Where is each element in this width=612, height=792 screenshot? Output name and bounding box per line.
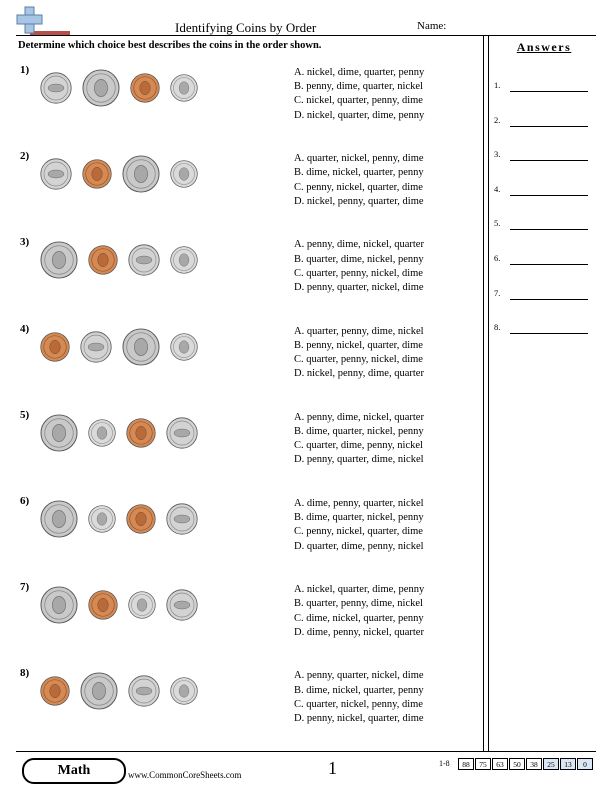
question-number: 7) [20,581,30,594]
instructions: Determine which choice best describes the coins in the order shown. [18,40,322,51]
choice-option: D. nickel, quarter, dime, penny [294,109,425,121]
penny-coin-icon [126,504,156,534]
answer-choices [294,411,424,468]
answer-choices [294,152,424,209]
question [20,581,480,651]
answer-choices [294,325,424,382]
answer-blank[interactable] [510,91,588,92]
coin [166,417,198,454]
question [20,323,480,393]
plus-logo-icon [16,5,72,37]
quarter-coin-icon [80,672,118,710]
answer-number: 8. [494,322,501,333]
answer-blank[interactable] [510,195,588,196]
answer-row [494,80,594,94]
question-number: 3) [20,236,30,249]
score-cell: 25 [543,758,559,770]
quarter-coin-icon [122,155,160,193]
choice-option: D. penny, nickel, quarter, dime [294,713,424,724]
question-number: 6) [20,495,30,507]
coin [170,333,198,366]
quarter-coin-icon [40,414,78,452]
penny-coin-icon [88,590,118,620]
coin [126,504,156,539]
coin [170,677,198,710]
choice-option: C. dime, nickel, quarter, penny [294,612,424,624]
choice-option: B. dime, nickel, quarter, penny [294,167,424,179]
dime-coin-icon [170,74,198,102]
dime-coin-icon [88,505,116,533]
question [20,495,480,565]
coin [128,244,160,281]
penny-coin-icon [82,159,112,189]
choice-option: A. quarter, penny, dime, nickel [294,325,424,337]
answer-blank[interactable] [510,333,588,334]
answer-number: 1. [494,80,501,90]
answer-number: 4. [494,183,501,194]
choice-option: C. penny, nickel, quarter, dime [294,181,423,193]
coin [126,418,156,453]
coin [122,155,160,198]
question [20,236,480,306]
coin [82,69,120,112]
choice-option: B. dime, nickel, quarter, penny [294,684,424,696]
coin [88,505,116,538]
answer-number: 5. [494,218,501,229]
choice-option: B. dime, quarter, nickel, penny [294,512,424,524]
penny-coin-icon [126,418,156,448]
answer-number: 6. [494,253,501,263]
name-label: Name: [417,20,447,32]
choice-option: A. nickel, dime, quarter, penny [294,67,425,78]
nickel-coin-icon [40,158,72,190]
answer-blank[interactable] [510,299,588,300]
page-number: 1 [328,758,337,778]
coin [82,159,112,194]
choice-option: A. quarter, nickel, penny, dime [294,153,424,165]
question [20,64,480,134]
subject-badge: Math [22,758,126,784]
quarter-coin-icon [40,500,78,538]
nickel-coin-icon [166,589,198,621]
dime-coin-icon [170,333,198,361]
question-number: 4) [20,322,30,335]
score-cell: 75 [475,758,491,770]
answer-row [494,218,594,232]
choice-option: B. penny, dime, quarter, nickel [294,81,423,93]
coin [40,332,70,367]
coin [40,676,70,711]
dime-coin-icon [170,160,198,188]
coin [40,500,78,543]
answer-choices [294,238,424,295]
answer-number: 7. [494,287,501,298]
nickel-coin-icon [128,244,160,276]
answer-row [494,322,594,336]
coin [80,331,112,368]
choice-option: A. penny, quarter, nickel, dime [294,670,424,682]
coin [40,586,78,629]
coin [40,72,72,109]
coin [88,590,118,625]
nickel-coin-icon [166,417,198,449]
choice-option: D. quarter, dime, penny, nickel [294,540,424,552]
question-number: 5) [20,408,30,421]
site-url[interactable]: www.CommonCoreSheets.com [128,770,242,780]
answer-blank[interactable] [510,264,588,265]
coin [80,672,118,715]
answer-choices [294,583,424,640]
coin [40,158,72,195]
coin [166,503,198,540]
choice-option: B. quarter, penny, dime, nickel [294,598,423,610]
choice-option: A. dime, penny, quarter, nickel [294,498,424,509]
question [20,150,480,220]
quarter-coin-icon [82,69,120,107]
column-divider [488,36,489,751]
answer-row [494,288,594,302]
answer-choices [294,497,424,554]
coin [170,246,198,279]
penny-coin-icon [130,73,160,103]
choice-option: C. quarter, penny, nickel, dime [294,267,423,279]
coin [128,675,160,712]
nickel-coin-icon [40,72,72,104]
choice-option: D. penny, quarter, nickel, dime [294,282,424,293]
choice-option: C. quarter, penny, nickel, dime [294,354,423,365]
coin [170,74,198,107]
choice-option: A. penny, dime, nickel, quarter [294,411,424,423]
question-number: 2) [20,150,30,163]
answer-choices [294,669,424,726]
score-cell: 38 [526,758,542,770]
quarter-coin-icon [40,241,78,279]
header-divider [16,35,596,36]
score-cell: 13 [560,758,576,770]
footer-divider [16,751,596,752]
answer-row [494,115,594,129]
penny-coin-icon [40,676,70,706]
question [20,409,480,479]
choice-option: C. quarter, nickel, penny, dime [294,698,423,710]
choice-option: B. quarter, dime, nickel, penny [294,253,424,265]
dime-coin-icon [88,419,116,447]
coin [128,591,156,624]
question-number: 8) [20,667,30,680]
answer-number: 2. [494,114,501,125]
answers-title: Answers [516,40,572,54]
answer-row [494,184,594,198]
choice-option: C. nickel, quarter, penny, dime [294,95,423,107]
nickel-coin-icon [128,675,160,707]
choice-option: D. nickel, penny, dime, quarter [294,368,424,380]
coin [88,245,118,280]
choice-option: B. dime, quarter, nickel, penny [294,426,424,437]
penny-coin-icon [88,245,118,275]
score-cell: 50 [509,758,525,770]
question-number: 1) [20,64,30,76]
dime-coin-icon [170,246,198,274]
nickel-coin-icon [166,503,198,535]
answer-row [494,253,594,267]
coin [88,419,116,452]
worksheet-title: Identifying Coins by Order [175,20,317,35]
coin [166,589,198,626]
coin [40,414,78,457]
dime-coin-icon [170,677,198,705]
choice-option: A. nickel, quarter, dime, penny [294,584,425,596]
answer-blank[interactable] [510,160,588,161]
quarter-coin-icon [122,328,160,366]
nickel-coin-icon [80,331,112,363]
choice-option: D. nickel, penny, quarter, dime [294,195,424,207]
penny-coin-icon [40,332,70,362]
score-cell: 88 [458,758,474,770]
answer-choices [294,66,424,123]
question [20,667,480,737]
score-cell: 63 [492,758,508,770]
choice-option: B. penny, nickel, quarter, dime [294,339,423,351]
answer-row [494,149,594,163]
column-divider [483,36,484,751]
score-cell: 0 [577,758,593,770]
coin [170,160,198,193]
coin [40,241,78,284]
score-range: 1-8 [439,759,450,768]
answer-blank[interactable] [510,126,588,127]
choice-option: C. quarter, dime, penny, nickel [294,440,423,452]
coin [130,73,160,108]
answer-blank[interactable] [510,229,588,230]
answer-number: 3. [494,149,501,160]
choice-option: D. dime, penny, nickel, quarter [294,626,424,638]
quarter-coin-icon [40,586,78,624]
choice-option: D. penny, quarter, dime, nickel [294,454,424,466]
dime-coin-icon [128,591,156,619]
coin [122,328,160,371]
choice-option: A. penny, dime, nickel, quarter [294,239,424,251]
choice-option: C. penny, nickel, quarter, dime [294,526,423,538]
